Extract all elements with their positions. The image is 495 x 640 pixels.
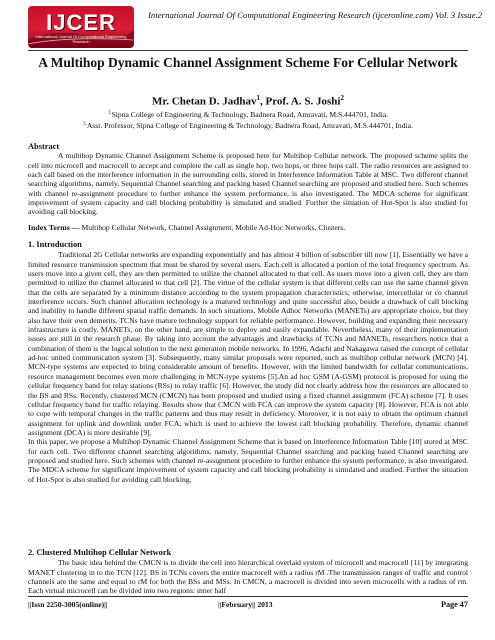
author-2: Prof. A. S. Joshi [265,95,341,108]
index-terms-label: Index Terms — [28,223,80,232]
logo-subtext: International Journal Of Computational Engineering Research [35,34,127,44]
affiliation-2-text: Asst. Professor, Sipna College of Engineering & Technology, Badnera Road, Amravati, M.S.444701, India. [86,121,413,130]
abstract-heading: Abstract [28,142,60,151]
affiliation-1 [28,110,468,119]
author-2-sup: 2 [340,94,344,102]
footer-divider [28,596,468,597]
affiliation-2-sup: 2, [83,121,87,127]
footer-page-number: Page 47 [440,600,468,609]
section-clustered-mcn [28,548,468,596]
paper-title: A Multihop Dynamic Channel Assignment Scheme For Cellular Network [38,55,458,70]
index-terms-text: Multihop Cellular Network, Channel Assignment, Mobile Ad-Hoc Networks, Clusters. [79,223,346,232]
author-1-sup: 1 [256,94,260,102]
page-footer [28,600,468,612]
journal-header: International Journal Of Computational Engineering Research (ijceronline.com) Vol. 3 Issue.2 [148,10,483,20]
author-line [28,94,468,108]
section-introduction [28,240,468,484]
footer-date: ||February|| 2013 [218,600,273,609]
author-1: Mr. Chetan D. Jadhav [152,95,257,108]
clustered-mcn-heading: 2. Clustered Multihop Cellular Network [28,548,172,557]
footer-issn: ||Issn 2250-3005(online)|| [28,600,108,609]
index-terms [28,223,468,232]
introduction-paragraph-2: In this paper, we propose a Multihop Dynamic Channel Assignment Scheme that is based on Interference Information Table [10] stored at MSC for each cell. Two different channel searching algorithms, namely, Sequential Channel searching and packing based Channel searching are proposed and studied here. Such schemes with channel re-assignment procedure to further enhance the system performance, is also investigated. The MDCA scheme for significant improvement of system capacity and call blocking probability is simulated and studied. Further the situation of Hot-Spot is also studied for avoiding call blocking. [28,437,468,484]
abstract-section [28,142,468,217]
abstract-text: A multihop Dynamic Channel Assignment Scheme is proposed here for Multihop Cellular network. The proposed scheme splits the cell into microcell and macrocell to accept and complete the call as single hop, two hops, or three hops call. The radio resources are assigned to each call based on the interference information in the surrounding cells, stored in Interference Information Table at MSC. Two different channel searching algorithms, namely, Sequential Channel searching and packing based Channel searching are proposed and studied here. Such schemes with channel re-assignment procedure to further enhance the system performance, is also investigated. The MDCA scheme for significant improvement of system capacity and call blocking probability is simulated and studied. Further the situation of Hot-Spot is also studied for avoiding call blocking. [28,151,468,217]
affiliation-1-text: Sipna College of Engineering & Technology, Badnera Road, Amravati, M.S.444701, India. [111,110,389,119]
author-separator: , [259,95,266,108]
affiliation-1-sup: 1, [107,110,112,116]
clustered-mcn-paragraph: The basic idea behind the CMCN is to divide the cell into hierarchical overlaid system of microcell and macrocell [11] by integrating MANET clustering in to the TCN [12]. BS in TCNs covers the entire macrocell with a radius rM .The transmission ranges of traffic and control channels are the same and equal to rM for both the BSs and MSs. In CMCN, a macrocell is divided into seven microcells with a radius of rm. Each virtual microcell can be divided into two regions: inner half [28,558,468,596]
introduction-paragraph-1: Traditional 2G Cellular networks are expanding exponentially and has almost 4 billion of subscriber till now [1]. Essentially we have a limited resource transmission spectrum that must be shared by several users. Each cell is allocated a portion of the total frequency spectrum. As users move into a given cell, they are then permitted to utilize the channel allocated to that cell. As users move into a given cell, they are then permitted to utilize the channel allocated to that cell [2]. The virtue of the cellular system is that different cells can use the same channel given that the cells are separated by a minimum distance according to the system propagation characteristics; otherwise, intercellular or co channel interference occurs. Such channel allocation technology is a matured technology and quite successful also, beside a drawback of call blocking and inability to handle different spatial traffic demands. In such situations, Mobile Adhoc Networks (MANETs) are appropriate choice, but they also have their own demerits. TCNs have mature technology support for reliable performance. However, building and expanding their necessary infrastructure is costly. MANETs, on the other hand, are simple to deploy and easily expandable. Nevertheless, many of their implementation issues are still in the research phase. By taking into account the advantages and drawbacks of TCNs and MANETs, researchers notice that a combination of them is the logical solution to the next generation mobile networks. In 1996, Adachi and Nakagawa raised the concept of cellular ad-hoc united communication system [3]. Subsequently, many similar proposals were reported, such as multihop cellular network (MCN) [4]. MCN-type systems are expected to bring considerable amount of benefits. However, with the limited bandwidth for cellular communications, resource management becomes even more challenging in MCN-type systems [5].An ad hoc GSM (A-GSM) protocol is proposed for using the cellular frequency band for relay stations (RSs) to relay traffic [6]. However, the study did not clearly address how the resources are allocated to the BS and RSs. Recently, clustered MCN (CMCN) has been proposed and studied using a fixed channel assignment (FCA) scheme [7]. It uses cellular frequency band for traffic relaying. Results show that CMCN with FCA can improve the system capacity [8]. However, FCA is not able to cope with temporal changes in the traffic patterns and thus may result in deficiency. Moreover, it is not easy to obtain the optimum channel assignment for uplink and downlink under FCA, which is used to achieve the lowest call blocking probability. Therefore, dynamic channel assignment (DCA) is more desirable [9]. [28,250,468,437]
journal-logo [28,6,134,48]
introduction-heading: 1. Introduction [28,240,82,249]
header-divider [28,50,468,51]
affiliation-2 [28,121,468,130]
logo-text: IJCER [46,10,116,35]
